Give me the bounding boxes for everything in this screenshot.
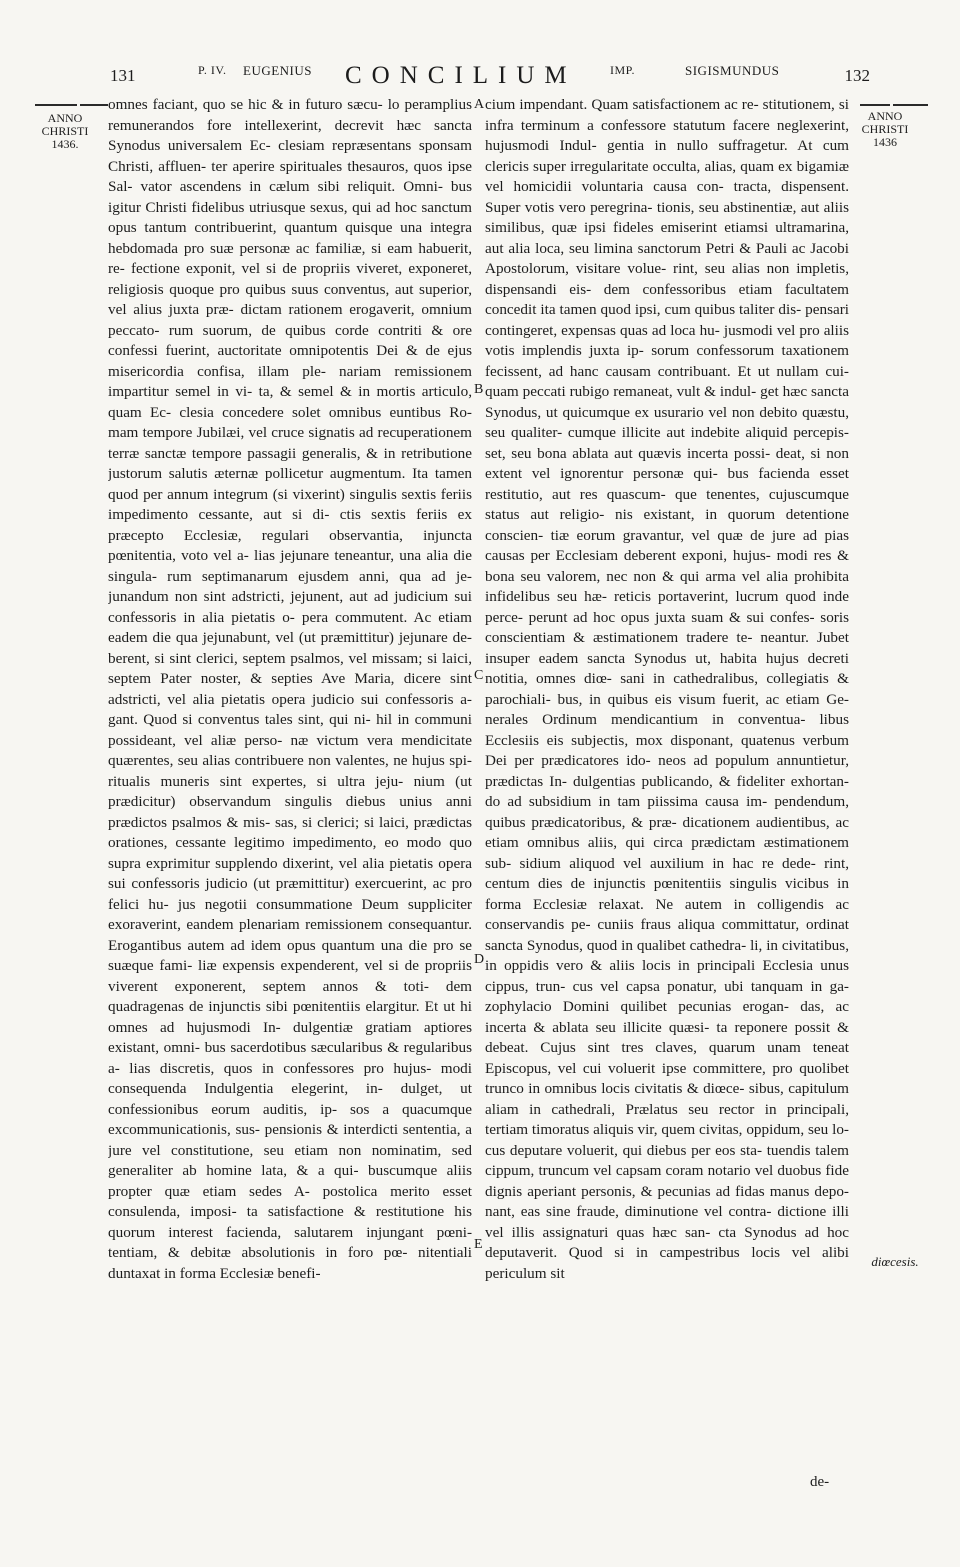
right-margin-year <box>855 110 915 149</box>
left-margin-year <box>30 112 100 151</box>
running-head-right-title: SIGISMUNDUS <box>685 63 780 78</box>
header-rule-left-a <box>35 104 77 106</box>
margin-gloss: diœcesis. <box>871 1254 919 1269</box>
running-head-right-sub: IMP. <box>610 63 636 77</box>
left-year-label: ANNO CHRISTI <box>41 111 89 138</box>
section-letter-a: A <box>474 97 485 112</box>
header-rule-right-a <box>860 104 890 106</box>
running-head-left-title: EUGENIUS <box>243 63 312 78</box>
right-year-label: ANNO CHRISTI <box>861 109 909 136</box>
header-rule-left-b <box>80 104 108 106</box>
running-head-left-sub: P. IV. <box>198 63 227 77</box>
right-year: 1436 <box>873 135 897 149</box>
section-letter-e: E <box>474 1237 483 1252</box>
page-title: CONCILIUM <box>345 62 577 89</box>
section-letter-c: C <box>474 668 484 683</box>
section-letter-d: D <box>474 952 485 967</box>
text-column-left: omnes faciant, quo se hic & in futuro sæcu- lo peramplius remunerandos fore intellexerint, decrevit hæc sancta Synodus universalem Ec- clesiam repræsentans sponsam Christi, affluen- ter aperire spirituales thesauros, quos ipse Sal- vator ascendens in cælum sibi reliquit. Omni- bus igitur Christi fidelibus utriusque sexus, qui ad hoc sanctum opus tantum contribuerint, quantum quisque una integra hebdomada pro suæ personæ ac familiæ, si eam habuerit, re- fectione exponit, vel si de propriis viveret, exponeret, religiosis quoque pro quibus suus conventus, aut superior, vel alius juxta præ- dictam rationem erogaverit, omnium peccato- rum suorum, de quibus corde contriti & ore confessi fuerint, auctoritate omnipotentis Dei & de ejus misericordia confisa, illam ple- nariam remissionem impartitur semel in vi- ta, & semel & in mortis articulo, quam Ec- clesia concedere solet omnibus euntibus Ro- mam tempore Jubilæi, vel cruce signatis ad recuperationem terræ sanctæ tempore passagii generalis, & in retributione justorum salutis æternæ pollicetur augmentum. Ita tamen quod per annum integrum (si vixerint) singulis sextis feriis impedimento cessante, aut si di- ctis sextis feriis ex præcepto Ecclesiæ, regulari observantia, injuncta pœnitentia, voto vel a- lias jejunare teneantur, una alia die singula- rum septimanarum ejusdem anni, qua ad je- junandum non sint adstricti, jejunent, aut ad judicium sui confessoris in alia pietatis o- pera commutent. Ac etiam eadem die qua jejunabunt, vel (ut præmittitur) jejunare de- berent, si sint clerici, septem psalmos, vel missam; si laici, septem Pater noster, & septies Ave Maria, dicere sint adstricti, vel alia pietatis opera judicio sui confessoris a- gant. Quod si conventus tales sint, qui ni- hil in communi possideant, vel aliæ perso- næ victum vera mendicitate quærentes, seu alias contribuere non valentes, ne hujus spi- ritualis muneris sint expertes, si ultra jeju- nium (ut prædicitur) observandum singulis diebus unius anni prædictos psalmos & mis- sas, si clerici; si laici, prædictas orationes, cessante legitimo impedimento, eo modo quo supra exprimitur supplendo dixerint, vel alia pietatis opera sui confessoris judicio (ut præmittitur) exercuerint, ac pro felici hu- jus negotii consummatione Deum suppliciter exoraverint, eandem plenariam remissionem consequantur. Erogantibus autem ad idem opus quantum una die pro se suæque fami- liæ expensis expenderent, vel si de propriis viverent exponerent, septem annos & toti- dem quadragenas de injunctis sibi pœnitentiis elargitur. Et ut hi omnes ad hujusmodi In- dulgentiæ gratiam aptiores existant, omni- bus sacerdotibus sæcularibus & regularibus a- lias discretis, quos in confessores pro hujus- modi consequenda Indulgentia elegerint, in- dulget, ut confessionibus eorum auditis, ip- sos a quacumque excommunicationis, sus- pensionis & interdicti sententia, a jure vel constitutione, seu etiam non nominatim, sed generaliter ab homine lata, & a qui- buscumque aliis propter quæ etiam sedes A- postolica merito esset consulenda, imposi- ta satisfactione & restitutione his quorum interest facienda, salutarem injungant pœni- tentiam, & debitæ absolutionis in foro pœ- nitentiali duntaxat in forma Ecclesiæ benefi- <box>108 96 472 1282</box>
page-number-left: 131 <box>110 66 136 85</box>
header-rule-right-b <box>893 104 928 106</box>
left-year: 1436. <box>51 137 79 151</box>
catchword: de- <box>810 1474 830 1490</box>
section-letter-b: B <box>474 382 484 397</box>
page-number-right: 132 <box>844 66 870 85</box>
text-column-right: cium impendant. Quam satisfactionem ac re- stitutionem, si infra terminum a confessore statutum facere neglexerint, hujusmodi Indul- gentia in nullo suffragetur. At cum clericis super irregularitate occulta, alias, quam ex bigamiæ vel homicidii voluntaria causa con- tracta, dispensent. Super votis vero peregrina- tionis, seu abstinentiæ, aut aliis similibus, quæ ipsi fideles emiserint etiamsi ultramarina, aut alia loca, seu limina sanctorum Petri & Pauli ac Jacobi Apostolorum, visitare volue- rint, seu alias non impletis, dispensandi eis- dem confessoribus etiam facultatem concedit ita tamen quod ipsi, cum quibus taliter dis- pensari contingeret, expensas quas ad loca hu- jusmodi vel pro aliis votis implendis juxta ip- sorum confessorum taxationem fecissent, ad hanc causam contribuant. Et ut nullam cui- quam peccati rubigo remaneat, vult & indul- get hæc sancta Synodus, ut quicumque ex usurario vel non debito quæstu, seu qualiter- cumque illicite aut indebite aliquid percepis- set, seu bona ablata aut quævis incerta possi- deat, si non extent vel ignorentur personæ qui- bus facienda esset restitutio, aut res quascum- que tenentes, cujuscumque status aut religio- nis existant, in quorum detentione conscien- tiæ eorum gravantur, vel quæ de jure ad pias causas per Ecclesiam deberent exponi, hujus- modi res & bona seu valorem, nec non & qui arma vel alia prohibita infidelibus seu hæ- reticis portaverint, lucrum quod inde perce- perunt ad hoc opus juxta suam & sui confes- soris conscientiam & æstimationem tradere te- neantur. Jubet insuper eadem sancta Synodus ut, habita hujus decreti notitia, omnes diœ- sani in cathedralibus, collegiatis & parochiali- bus, in quibus eis visum fuerit, ac etiam Ge- nerales Ordinum mendicantium in conventua- libus Ecclesiis eis subjectis, mox disponant, quatenus verbum Dei per prædicatores ido- neos ad populum annuntietur, prædictas In- dulgentias publicando, & fideliter exhortan- do ad subsidium in tam piissima causa im- pendendum, quibus prædicatoribus, & præ- dicationem audientibus, ac etiam omnibus aliis, qui circa prædictam æstimationem sub- sidium aliquod vel auxilium in hac re dede- rint, centum dies de injunctis pœnitentiis singulis vicibus in forma Ecclesiæ relaxat. Ne autem in colligendis ac conservandis pe- cuniis fraus aliqua committatur, ordinat sancta Synodus, quod in qualibet cathedra- li, in civitatibus, in oppidis vero & aliis locis in principali Ecclesia unus cippus, trun- cus vel capsa ponatur, ubi tanquam in ga- zophylacio Domini quilibet pecunias erogan- das, ac incerta & ablata seu illicite quæsi- ta reponere possit & debeat. Cujus sint tres claves, quarum unam teneat Episcopus, vel cui voluerit ipse committere, pro quolibet trunco in omnibus locis civitatis & diœce- sibus, capitulum aliam in cathedrali, Prælatus seu rector in principali, tertiam timoratus aliquis vir, quem civitas, oppidum, seu lo- cus deputare voluerit, qui diebus per eos sta- tuendis talem cippum, truncum vel capsam coram notario vel duobus fide dignis aperiant personis, & pecunias ad fidas manus depo- nant, eas sine fraude, diminutione vel contra- dictione illi vel illis assignaturi quas hæc san- cta Synodus ad hoc deputaverit. Quod si in campestribus locis vel alibi periculum sit <box>485 96 849 1282</box>
